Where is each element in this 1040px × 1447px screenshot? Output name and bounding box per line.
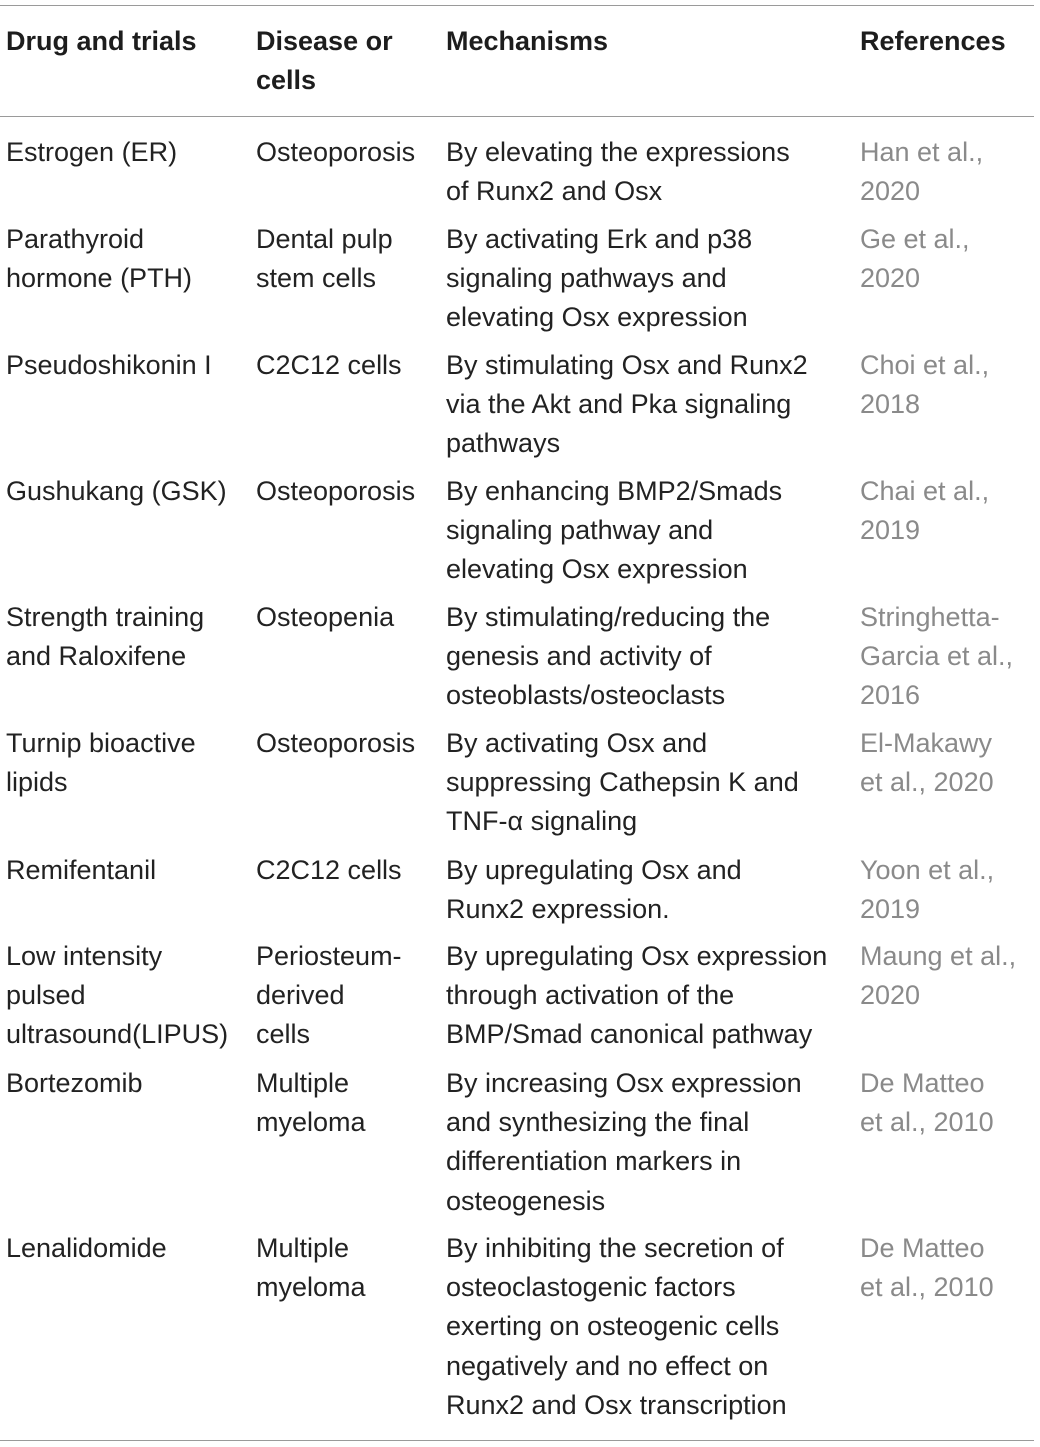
cell-mechanism: By stimulating Osx and Runx2 via the Akt and Pka signaling pathways bbox=[446, 350, 808, 459]
cell-disease: Multiple myeloma bbox=[256, 1068, 366, 1138]
cell-disease: Osteoporosis bbox=[256, 476, 416, 506]
header-references: References bbox=[860, 26, 1006, 56]
cell-reference-link[interactable]: Han et al., 2020 bbox=[860, 137, 984, 207]
header-drug: Drug and trials bbox=[6, 26, 197, 56]
cell-reference-link[interactable]: Choi et al., 2018 bbox=[860, 350, 990, 420]
cell-drug: Bortezomib bbox=[6, 1068, 143, 1098]
table-top-rule bbox=[0, 5, 1034, 6]
cell-disease: Osteoporosis bbox=[256, 137, 416, 167]
cell-reference-link[interactable]: Yoon et al., 2019 bbox=[860, 855, 995, 925]
header-mechanism: Mechanisms bbox=[446, 26, 609, 56]
cell-disease: C2C12 cells bbox=[256, 350, 402, 380]
table-bottom-rule bbox=[0, 1440, 1034, 1441]
cell-drug: Strength training and Raloxifene bbox=[6, 602, 205, 672]
cell-reference-link[interactable]: Ge et al., 2020 bbox=[860, 224, 970, 294]
cell-drug: Remifentanil bbox=[6, 855, 157, 885]
cell-disease: Multiple myeloma bbox=[256, 1233, 366, 1303]
cell-disease: Dental pulp stem cells bbox=[256, 224, 393, 294]
cell-reference-link[interactable]: De Matteo et al., 2010 bbox=[860, 1068, 994, 1138]
cell-disease: C2C12 cells bbox=[256, 855, 402, 885]
cell-drug: Parathyroid hormone (PTH) bbox=[6, 224, 193, 294]
cell-reference-link[interactable]: De Matteo et al., 2010 bbox=[860, 1233, 994, 1303]
cell-drug: Turnip bioactive lipids bbox=[6, 728, 196, 798]
cell-disease: Periosteum- derived cells bbox=[256, 941, 402, 1050]
cell-reference-link[interactable]: Chai et al., 2019 bbox=[860, 476, 990, 546]
cell-mechanism: By stimulating/reducing the genesis and activity of osteoblasts/osteoclasts bbox=[446, 602, 771, 711]
cell-disease: Osteoporosis bbox=[256, 728, 416, 758]
table-header bbox=[0, 22, 1034, 102]
cell-mechanism: By increasing Osx expression and synthesizing the final differentiation markers in osteogenesis bbox=[446, 1068, 802, 1216]
cell-reference-link[interactable]: Maung et al., 2020 bbox=[860, 941, 1017, 1011]
cell-drug: Pseudoshikonin I bbox=[6, 350, 212, 380]
cell-mechanism: By elevating the expressions of Runx2 and Osx bbox=[446, 137, 790, 207]
cell-drug: Low intensity pulsed ultrasound(LIPUS) bbox=[6, 941, 229, 1050]
cell-drug: Estrogen (ER) bbox=[6, 137, 178, 167]
cell-drug: Gushukang (GSK) bbox=[6, 476, 227, 506]
cell-mechanism: By enhancing BMP2/Smads signaling pathway and elevating Osx expression bbox=[446, 476, 783, 585]
cell-mechanism: By upregulating Osx and Runx2 expression. bbox=[446, 855, 742, 925]
header-disease: Disease or cells bbox=[256, 26, 393, 95]
cell-mechanism: By inhibiting the secretion of osteoclastogenic factors exerting on osteogenic cells negatively and no effect on Runx2 and Osx transcription bbox=[446, 1233, 787, 1420]
cell-reference-link[interactable]: Stringhetta- Garcia et al., 2016 bbox=[860, 602, 1014, 711]
cell-mechanism: By activating Erk and p38 signaling pathways and elevating Osx expression bbox=[446, 224, 753, 333]
cell-drug: Lenalidomide bbox=[6, 1233, 167, 1263]
cell-mechanism: By activating Osx and suppressing Cathepsin K and TNF-α signaling bbox=[446, 728, 799, 837]
cell-reference-link[interactable]: El-Makawy et al., 2020 bbox=[860, 728, 994, 798]
table-header-rule bbox=[0, 116, 1034, 117]
cell-mechanism: By upregulating Osx expression through activation of the BMP/Smad canonical pathway bbox=[446, 941, 828, 1050]
cell-disease: Osteopenia bbox=[256, 602, 395, 632]
